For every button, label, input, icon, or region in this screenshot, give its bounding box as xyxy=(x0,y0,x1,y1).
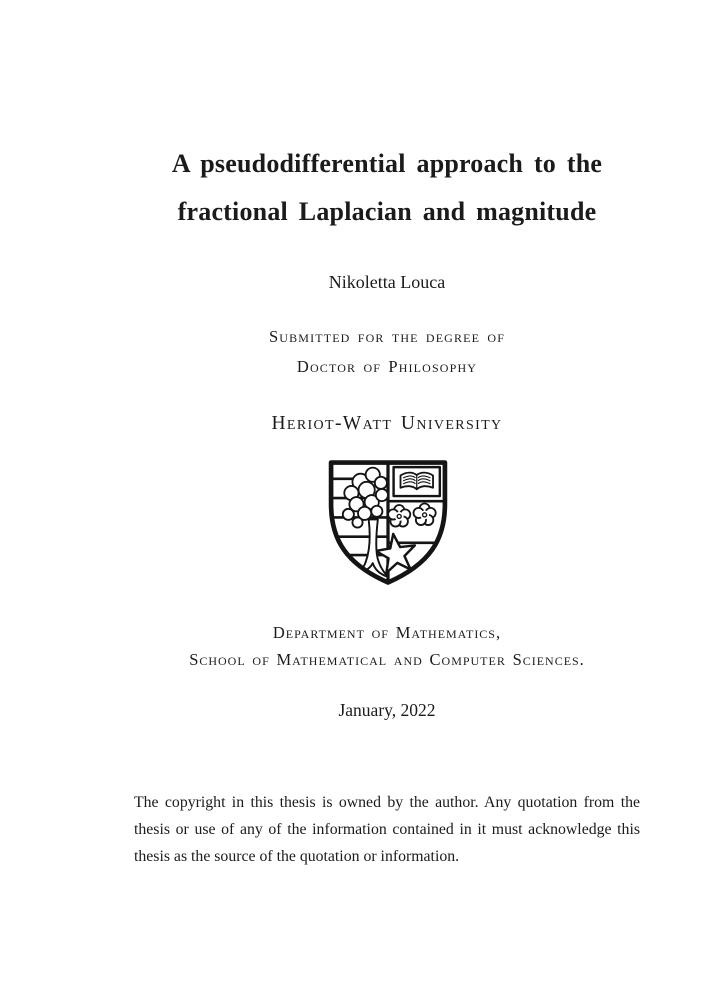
department-statement xyxy=(134,619,640,673)
author-name: Nikoletta Louca xyxy=(328,272,446,292)
crest-tree-icon xyxy=(343,468,388,577)
thesis-title xyxy=(134,140,640,236)
university-crest-icon xyxy=(326,459,450,586)
department-line-1: Department of Mathematics, xyxy=(272,623,502,642)
thesis-title-line-2: fractional Laplacian and magnitude xyxy=(177,197,597,226)
degree-line-2: Doctor of Philosophy xyxy=(296,357,478,376)
degree-line-1: Submitted for the degree of xyxy=(268,327,506,346)
submission-date: January, 2022 xyxy=(338,700,436,720)
crest-cinquefoil-flower-icon xyxy=(388,505,410,527)
crest-cinquefoil-flower-icon xyxy=(414,503,436,525)
crest-open-book-icon xyxy=(394,467,440,496)
university-name: Heriot-Watt University xyxy=(271,413,503,434)
title-page-content xyxy=(134,0,640,1000)
degree-statement xyxy=(134,322,640,382)
thesis-title-line-1: A pseudodifferential approach to the xyxy=(171,149,603,178)
department-line-2: School of Mathematical and Computer Sciences. xyxy=(189,650,585,669)
copyright-notice: The copyright in this thesis is owned by the author. Any quotation from the thesis or use of any of the information contained in it must acknowledge this thesis as the source of the quotation or information. xyxy=(134,794,640,865)
